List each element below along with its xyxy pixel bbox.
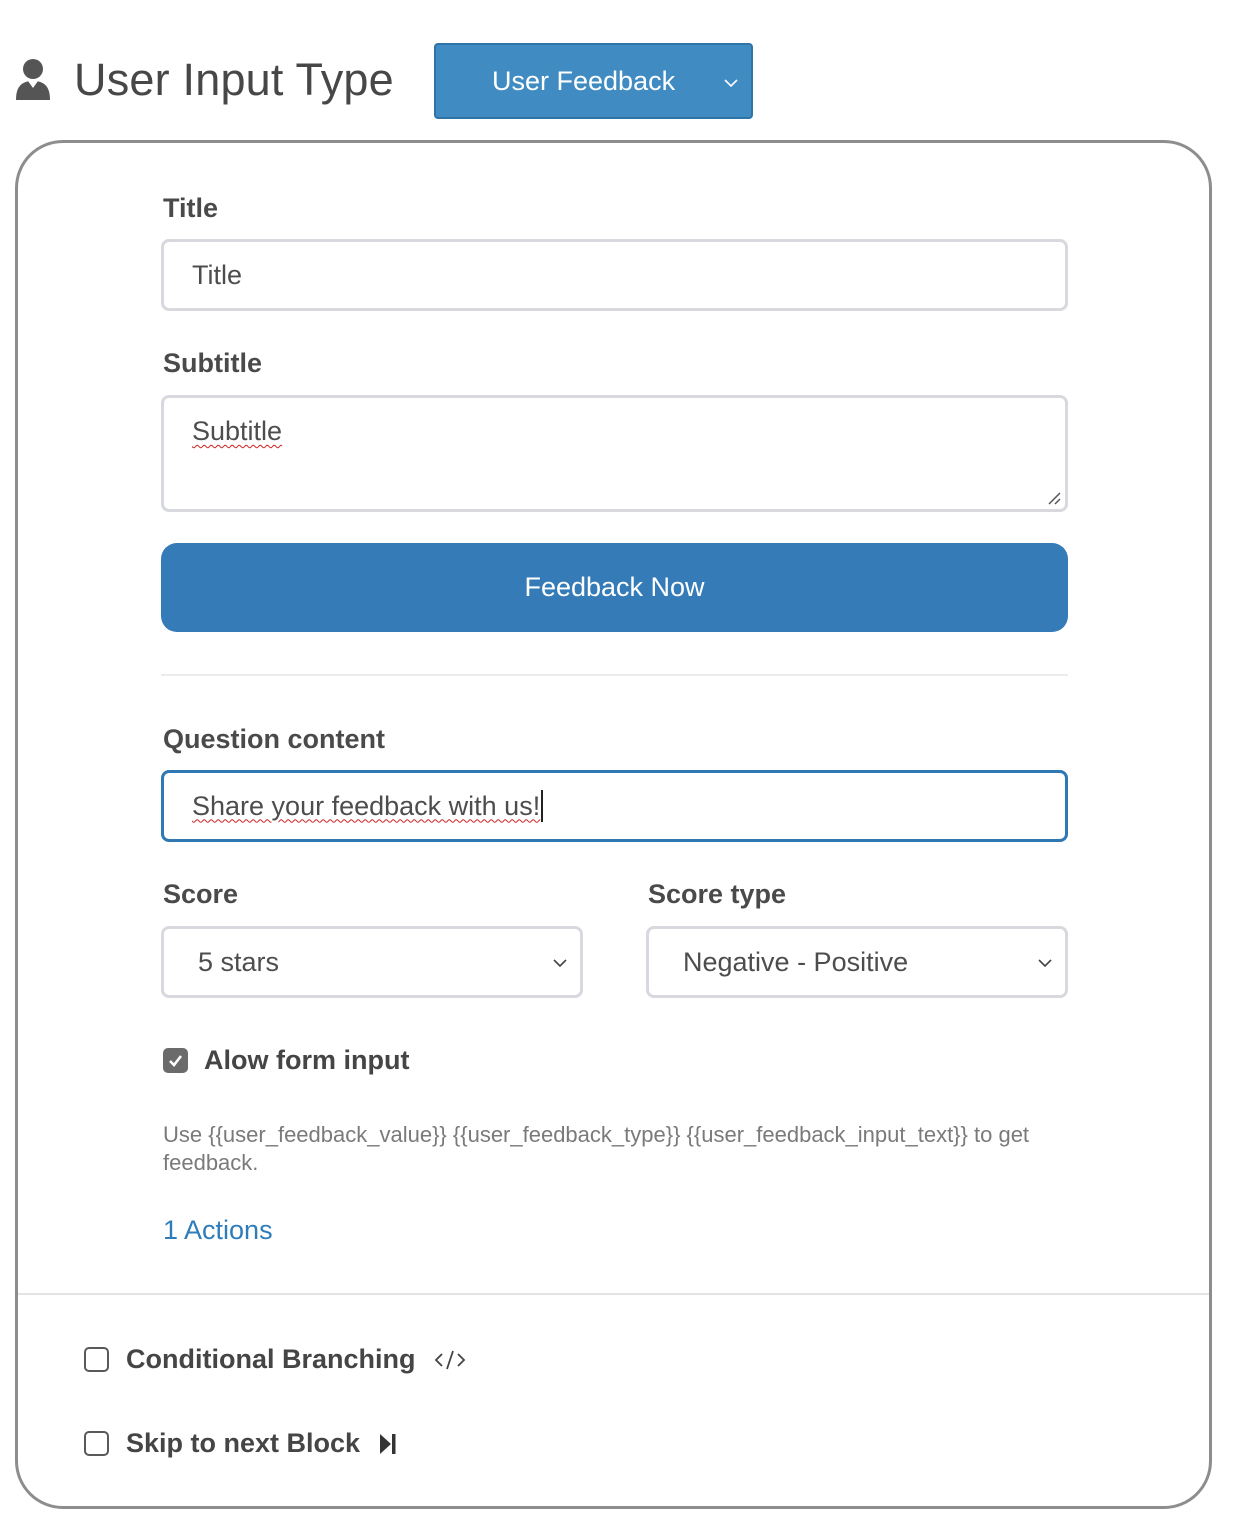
subtitle-textarea-value: Subtitle <box>192 416 283 446</box>
conditional-branching-checkbox[interactable] <box>84 1347 109 1372</box>
section-divider <box>161 674 1068 676</box>
skip-next-block-row[interactable] <box>84 1428 398 1459</box>
feedback-now-button-label: Feedback Now <box>524 572 705 602</box>
options-divider <box>18 1293 1209 1295</box>
feedback-now-button[interactable] <box>161 543 1068 632</box>
title-input-value: Title <box>192 259 243 290</box>
question-content-value: Share your feedback with us! <box>192 790 541 821</box>
text-caret <box>541 790 543 822</box>
allow-form-input-label: Alow form input <box>204 1045 410 1075</box>
checkmark-icon <box>167 1052 184 1069</box>
page-title: User Input Type <box>74 54 394 105</box>
allow-form-input-checkbox[interactable] <box>163 1048 188 1073</box>
help-text: Use {{user_feedback_value}} {{user_feedback_type}} {{user_feedback_input_text}} to get feedback. <box>163 1122 1030 1175</box>
chevron-down-icon <box>721 73 741 93</box>
question-content-input[interactable] <box>161 770 1068 842</box>
chevron-down-icon <box>1035 953 1055 973</box>
score-type-label: Score type <box>648 879 787 909</box>
conditional-branching-label: Conditional Branching <box>126 1344 416 1374</box>
subtitle-label: Subtitle <box>163 348 262 378</box>
user-feedback-card <box>15 140 1212 1509</box>
skip-next-block-checkbox[interactable] <box>84 1431 109 1456</box>
score-type-select[interactable] <box>646 926 1068 998</box>
subtitle-textarea[interactable] <box>161 395 1068 512</box>
resize-handle-icon[interactable] <box>1046 490 1062 506</box>
input-type-select[interactable] <box>434 43 753 119</box>
conditional-branching-row[interactable] <box>84 1344 466 1375</box>
score-select[interactable] <box>161 926 583 998</box>
question-content-label: Question content <box>163 724 385 754</box>
title-label: Title <box>163 193 219 223</box>
input-type-value: User Feedback <box>492 65 676 96</box>
code-icon <box>434 1349 466 1371</box>
user-icon <box>14 58 52 102</box>
title-input[interactable] <box>161 239 1068 311</box>
header <box>14 40 676 120</box>
score-type-select-value: Negative - Positive <box>683 946 909 977</box>
score-label: Score <box>163 879 239 909</box>
actions-link[interactable]: 1 Actions <box>163 1215 273 1245</box>
skip-next-block-label: Skip to next Block <box>126 1428 361 1458</box>
allow-form-input-row[interactable] <box>163 1045 409 1076</box>
skip-next-icon <box>378 1431 398 1457</box>
chevron-down-icon <box>550 953 570 973</box>
score-select-value: 5 stars <box>198 946 280 977</box>
